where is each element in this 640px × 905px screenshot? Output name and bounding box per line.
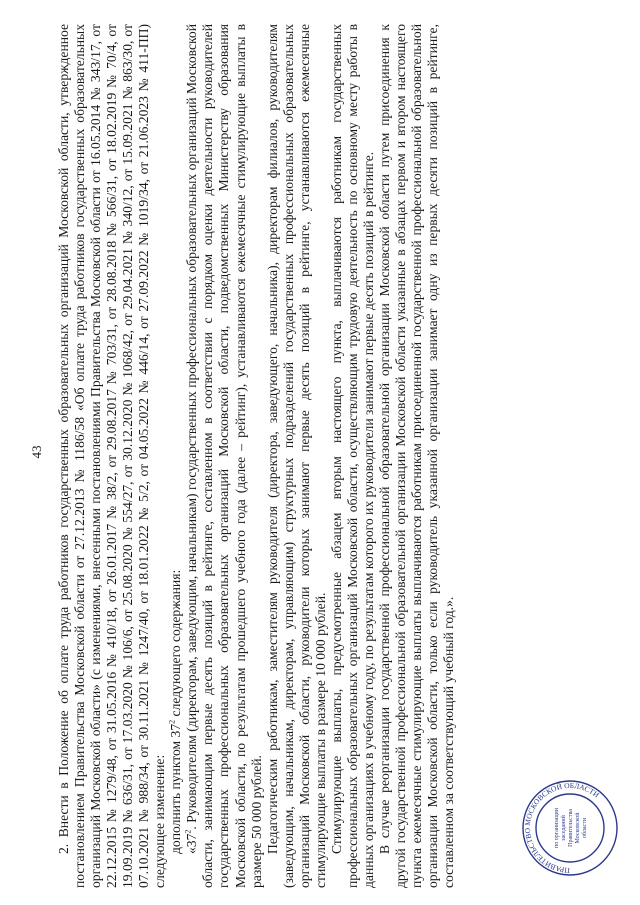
- paragraph-text: . Руководителям (директорам, заведующим, начальникам) государственных профессиональных образовательных организаций Московской области, занимающим первые десять позиций в рейтинге, составленном в соответствии с порядком оценки деятельности руководителей государственных профессиональных образовательных организаций Московской области, подведомственных Министерству образования Московской области, по результатам прошедшего учебного года (далее – рейтинг), устанавливаются ежемесячные стимулирующие выплаты в размере 50 000 рублей.: [184, 24, 264, 888]
- paragraph-reorganization: [377, 24, 457, 888]
- superscript: 2: [183, 829, 193, 834]
- paragraph-text: 2. Внести в Положение об оплате труда работников государственных образовательных организаций Московской области, утвержденное постановлением Правительства Московской области от 27.12.2013 № 1186/58 «Об оплате труда работников государственных образовательных организаций Московской области» (с изменениями, внесенными постановлениями Правительства Московской области от 16.05.2014 № 343/17, от 22.12.2015 № 1279/48, от 31.05.2016 № 410/18, от 26.01.2017 № 38/2, от 29.08.2017 № 703/31, от 28.08.2018 № 566/31, от 18.02.2019 № 70/4, от 19.09.2019 № 636/31, от 17.03.2020 № 106/6, от 25.08.2020 № 554/27, от 30.12.2020 № 1068/42, от 29.04.2021 № 340/12, от 15.09.2021 № 863/30, от 07.10.2021 № 988/34, от 30.11.2021 № 1247/40, от 18.01.2022 № 5/2, от 04.05.2022 № 446/14, от 27.09.2022 № 1019/34, от 21.06.2023 № 411-ПП) следующее изменение:: [56, 24, 168, 888]
- svg-text:ПРАВИТЕЛЬСТВО МОСКОВСКОЙ ОБЛАС: ПРАВИТЕЛЬСТВО МОСКОВСКОЙ ОБЛАСТИ: [522, 780, 601, 876]
- stamp-seal-icon: [520, 778, 620, 878]
- paragraph-text: В случае реорганизации государственной профессиональной образовательной организации Московской области путем присоединения к другой государственной профессиональной образовательной организации Московской области указанные в абзацах первом и втором настоящего пункта ежемесячные стимулирующие выплаты выплачиваются работникам присоединенной государственной профессиональной образовательной организации Московской области, только если руководитель указанной организации занимает одну из первых десяти позиций в рейтинге, составленном за соответствующий учебный год.».: [376, 24, 457, 888]
- paragraph-text: дополнить пунктом 37: [168, 723, 184, 854]
- paragraph-text: следующего содержания:: [168, 569, 184, 720]
- superscript: 2: [167, 719, 177, 724]
- paragraph-text: Стимулирующие выплаты, предусмотренные абзацем вторым настоящего пункта, выплачиваются работникам государственных профессиональных образовательных организаций Московской области, осуществляющим трудовую деятельность по основному месту работы в данных организациях в учебному году, по результатам которого их руководители занимают первые десять позиций в рейтинге.: [328, 24, 376, 888]
- page-number: 43: [29, 445, 44, 459]
- document-body: [56, 24, 457, 888]
- paragraph-pedagogical-workers: [265, 24, 329, 888]
- paragraph-add-clause: [168, 24, 184, 888]
- paragraph-stimulating-payments: [329, 24, 377, 888]
- paragraph-text: Педагогическим работникам, заместителям руководителя (директора, заведующего, начальника), директорам филиалов, руководителям (заведующим, начальникам, директорам, управляющим) структурных подразделений государственных профессиональных образовательных организаций Московской области, руководители которых занимают первые десять позиций в рейтинге, устанавливаются ежемесячные стимулирующие выплаты в размере 10 000 рублей.: [264, 24, 328, 888]
- paragraph-text: «37: [184, 833, 200, 854]
- svg-text:по организациизаседанийПравите: по организациизаседанийПравительстваМосковскойобласти: [554, 808, 588, 848]
- paragraph-amendment: [56, 24, 168, 888]
- rotated-text-block: [30, 2, 610, 902]
- official-stamp: [520, 778, 620, 878]
- paragraph-clause-37-2: [184, 24, 264, 888]
